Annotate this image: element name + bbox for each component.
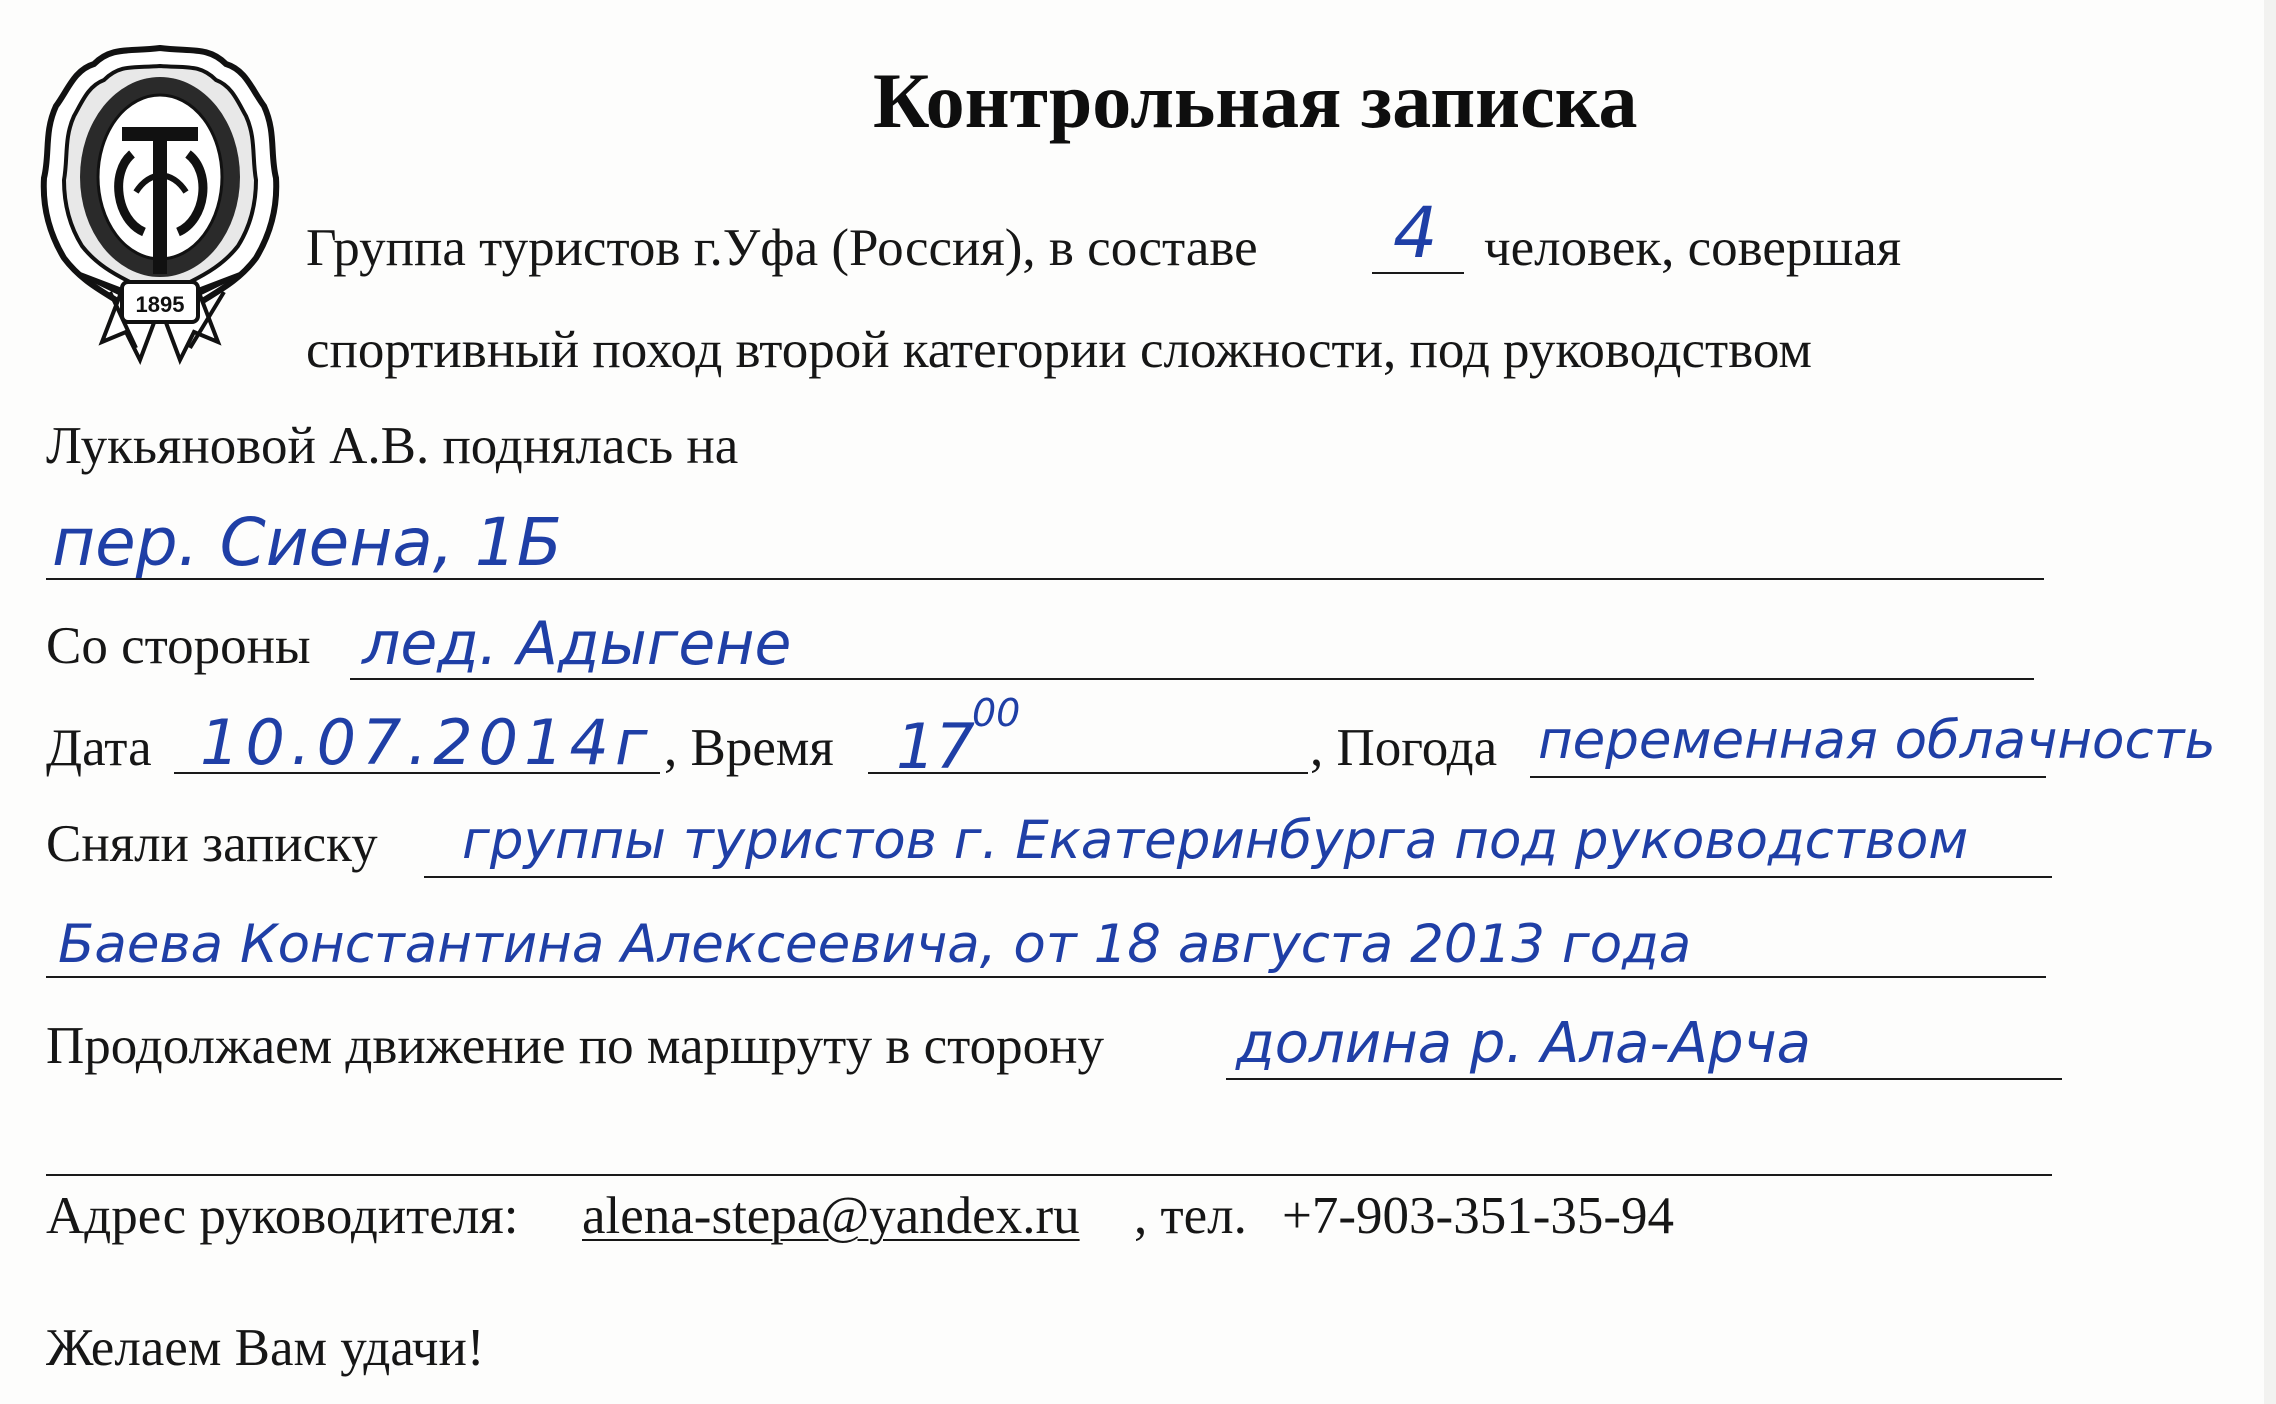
removed-label: Сняли записку <box>46 815 378 873</box>
group-size-handwritten: 4 <box>1393 192 1438 274</box>
contact-label: Адрес руководителя: <box>46 1187 519 1245</box>
summit-underline <box>46 578 2044 580</box>
paper-edge <box>2264 0 2276 1404</box>
removed-handwritten-line1: группы туристов г. Екатеринбурга под руководством <box>462 810 1969 871</box>
time-label: , Время <box>664 719 834 777</box>
phone-label: , тел. <box>1134 1187 1247 1245</box>
date-handwritten: 10.07.2014г <box>200 706 654 779</box>
document-title: Контрольная записка <box>873 57 1638 144</box>
date-underline <box>174 772 660 774</box>
society-emblem-logo <box>40 42 280 372</box>
closing-text: Желаем Вам удачи! <box>46 1319 485 1377</box>
phone-number: +7-903-351-35-94 <box>1282 1187 1674 1245</box>
intro-line3: Лукьяновой А.В. поднялась на <box>46 417 739 475</box>
weather-handwritten: переменная облачность <box>1538 710 2216 771</box>
emblem-year: 1895 <box>135 292 185 317</box>
side-handwritten: лед. Адыгене <box>362 609 792 679</box>
time-underline <box>868 772 1308 774</box>
intro-line1-before: Группа туристов г.Уфа (Россия), в составе <box>306 219 1258 277</box>
intro-line2: спортивный поход второй категории сложности, под руководством <box>306 321 1812 379</box>
weather-label: , Погода <box>1310 719 1498 777</box>
blank-underline <box>46 1174 2052 1176</box>
removed-underline-2 <box>46 976 2046 978</box>
continue-handwritten: долина р. Ала-Арча <box>1236 1011 1811 1076</box>
side-underline <box>350 678 2034 680</box>
side-label: Со стороны <box>46 617 311 675</box>
time-hours-handwritten: 17 <box>896 710 975 783</box>
summit-handwritten: пер. Сиена, 1Б <box>52 504 563 581</box>
email-link[interactable]: alena-stepa@yandex.ru <box>582 1187 1080 1245</box>
time-minutes-handwritten: 00 <box>972 691 1021 735</box>
weather-underline <box>1530 776 2046 778</box>
date-label: Дата <box>46 719 152 777</box>
removed-underline-1 <box>424 876 2052 878</box>
continue-label: Продолжаем движение по маршруту в сторону <box>46 1017 1104 1075</box>
intro-line1-after: человек, совершая <box>1484 219 1902 277</box>
removed-handwritten-line2: Баева Константина Алексеевича, от 18 августа 2013 года <box>58 914 1692 975</box>
continue-underline <box>1226 1078 2062 1080</box>
